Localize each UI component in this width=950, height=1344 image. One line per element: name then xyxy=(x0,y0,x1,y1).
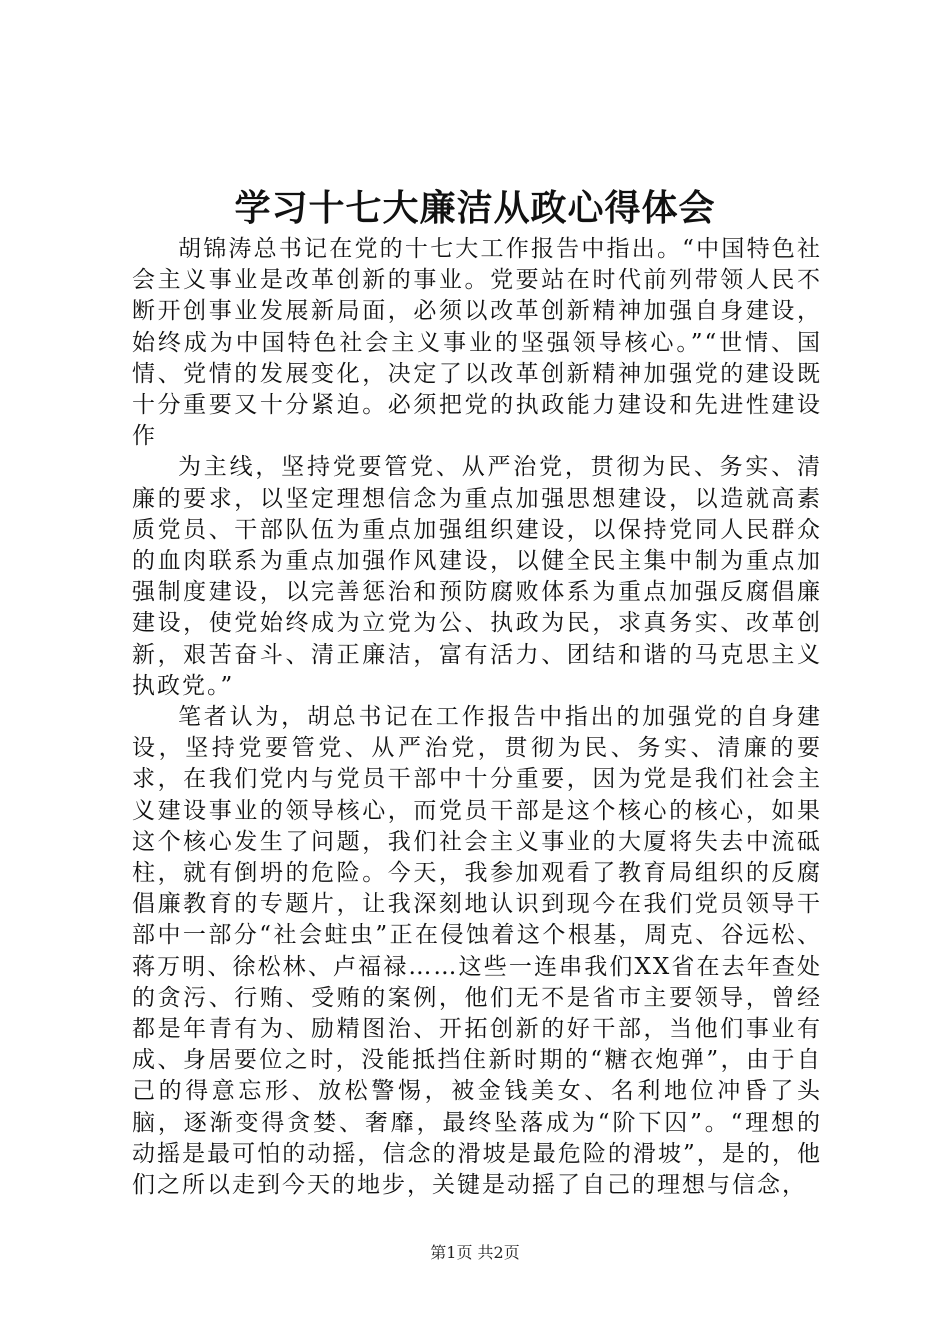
page-number-footer: 第1页 共2页 xyxy=(430,1243,520,1262)
document-body xyxy=(132,234,822,1201)
paragraph-2: 为主线，坚持党要管党、从严治党，贯彻为民、务实、清廉的要求，以坚定理想信念为重点加强思想建设，以造就高素质党员、干部队伍为重点加强组织建设，以保持党同人民群众的血肉联系为重点加强作风建设，以健全民主集中制为重点加强制度建设，以完善惩治和预防腐败体系为重点加强反腐倡廉建设，使党始终成为立党为公、执政为民，求真务实、改革创新，艰苦奋斗、清正廉洁，富有活力、团结和谐的马克思主义执政党。” xyxy=(132,454,822,699)
paragraph-3: 笔者认为，胡总书记在工作报告中指出的加强党的自身建设，坚持党要管党、从严治党，贯彻为民、务实、清廉的要求，在我们党内与党员干部中十分重要，因为党是我们社会主义建设事业的领导核心，而党员干部是这个核心的核心，如果这个核心发生了问题，我们社会主义事业的大厦将失去中流砥柱，就有倒坍的危险。今天，我参加观看了教育局组织的反腐倡廉教育的专题片，让我深刻地认识到现今在我们党员领导干部中一部分“社会蛀虫”正在侵蚀着这个根基，周克、谷远松、蒋万明、徐松林、卢福禄……这些一连串我们XX省在去年查处的贪污、行贿、受贿的案例，他们无不是省市主要领导，曾经都是年青有为、励精图治、开拓创新的好干部，当他们事业有成、身居要位之时，没能抵挡住新时期的“糖衣炮弹”，由于自己的得意忘形、放松警惕，被金钱美女、名利地位冲昏了头脑，逐渐变得贪婪、奢靡，最终坠落成为“阶下囚”。“理想的动摇是最可怕的动摇，信念的滑坡是最危险的滑坡”，是的，他们之所以走到今天的地步，关键是动摇了自己的理想与信念， xyxy=(132,704,822,1199)
document-title: 学习十七大廉洁从政心得体会 xyxy=(234,187,716,229)
paragraph-1: 胡锦涛总书记在党的十七大工作报告中指出。“中国特色社会主义事业是改革创新的事业。党要站在时代前列带领人民不断开创事业发展新局面，必须以改革创新精神加强自身建设，始终成为中国特色社会主义事业的坚强领导核心。”“世情、国情、党情的发展变化，决定了以改革创新精神加强党的建设既十分重要又十分紧迫。必须把党的执政能力建设和先进性建设作 xyxy=(132,236,822,450)
